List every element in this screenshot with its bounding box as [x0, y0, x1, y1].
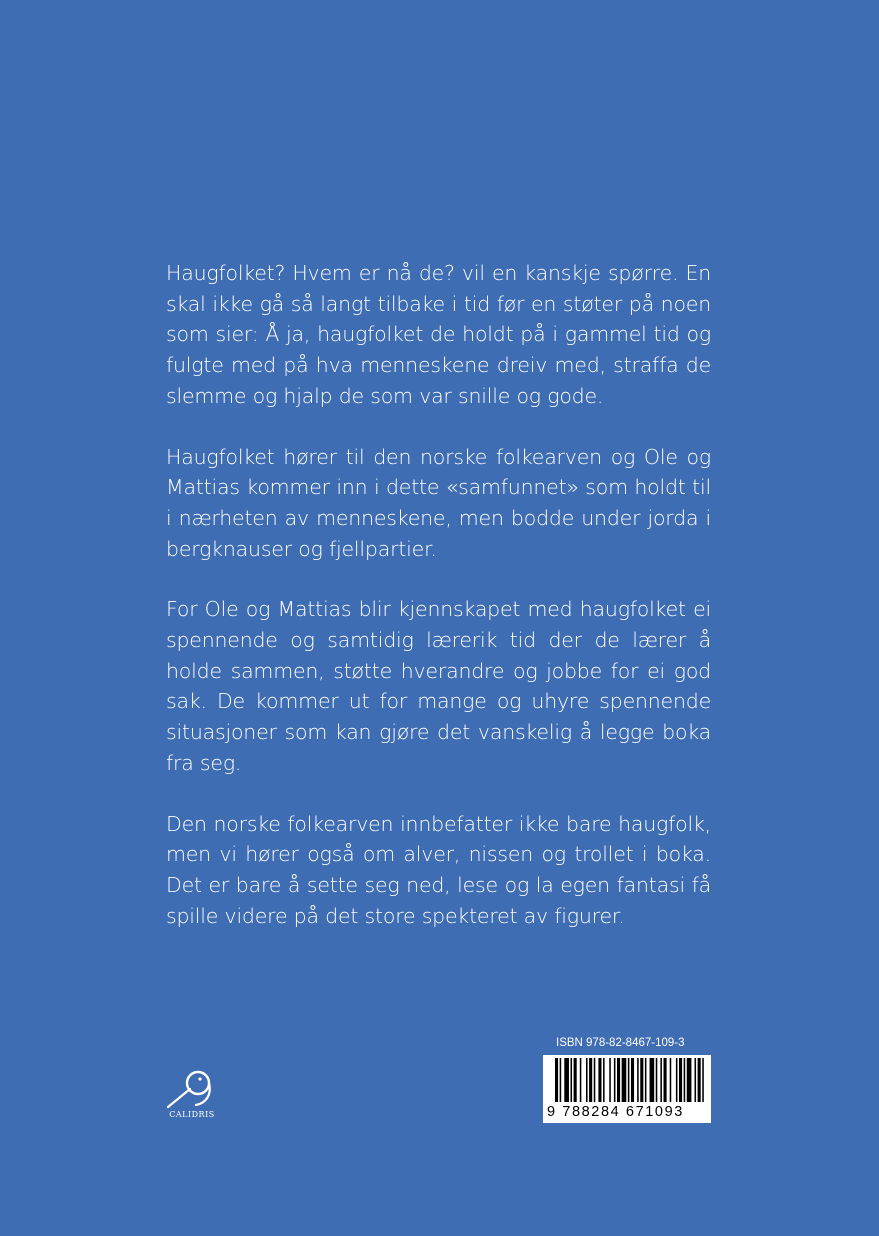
isbn-label: ISBN 978-82-8467-109-3	[556, 1037, 685, 1049]
blurb-paragraph-2: Haugfolket hører til den norske folkearven og Ole og Mattias kommer inn i dette «samfunnet» som holdt til i nærheten av menneskene, men bodde under jorda i bergknauser og fjellpartier.	[166, 444, 711, 561]
publisher-name: CALIDRIS	[169, 1110, 215, 1119]
blurb-paragraph-4: Den norske folkearven innbefatter ikke bare haugfolk, men vi hører også om alver, nissen og trollet i boka. Det er bare å sette seg ned, lese og la egen fantasi få spille videre på det store spekteret av figurer.	[166, 811, 711, 928]
barcode	[543, 1055, 711, 1123]
barcode-bars	[543, 1055, 711, 1107]
barcode-digits: 9 788284 671093	[547, 1104, 684, 1120]
back-cover-blurb	[166, 258, 711, 961]
blurb-paragraph-1: Haugfolket? Hvem er nå de? vil en kanskje spørre. En skal ikke gå så langt tilbake i tid før en støter på noen som sier: Å ja, haugfolket de holdt på i gammel tid og fulgte med på hva menneskene dreiv med, straffa de slemme og hjalp de som var snille og gode.	[166, 261, 711, 408]
calidris-bird-logo-icon	[160, 1063, 224, 1111]
publisher-logo	[160, 1063, 224, 1123]
blurb-paragraph-3: For Ole og Mattias blir kjennskapet med haugfolket ei spennende og samtidig lærerik tid der de lærer å holde sammen, støtte hverandre og jobbe for ei god sak. De kommer ut for mange og uhyre spennende situasjoner som kan gjøre det vanskelig å legge boka fra seg.	[166, 597, 711, 775]
